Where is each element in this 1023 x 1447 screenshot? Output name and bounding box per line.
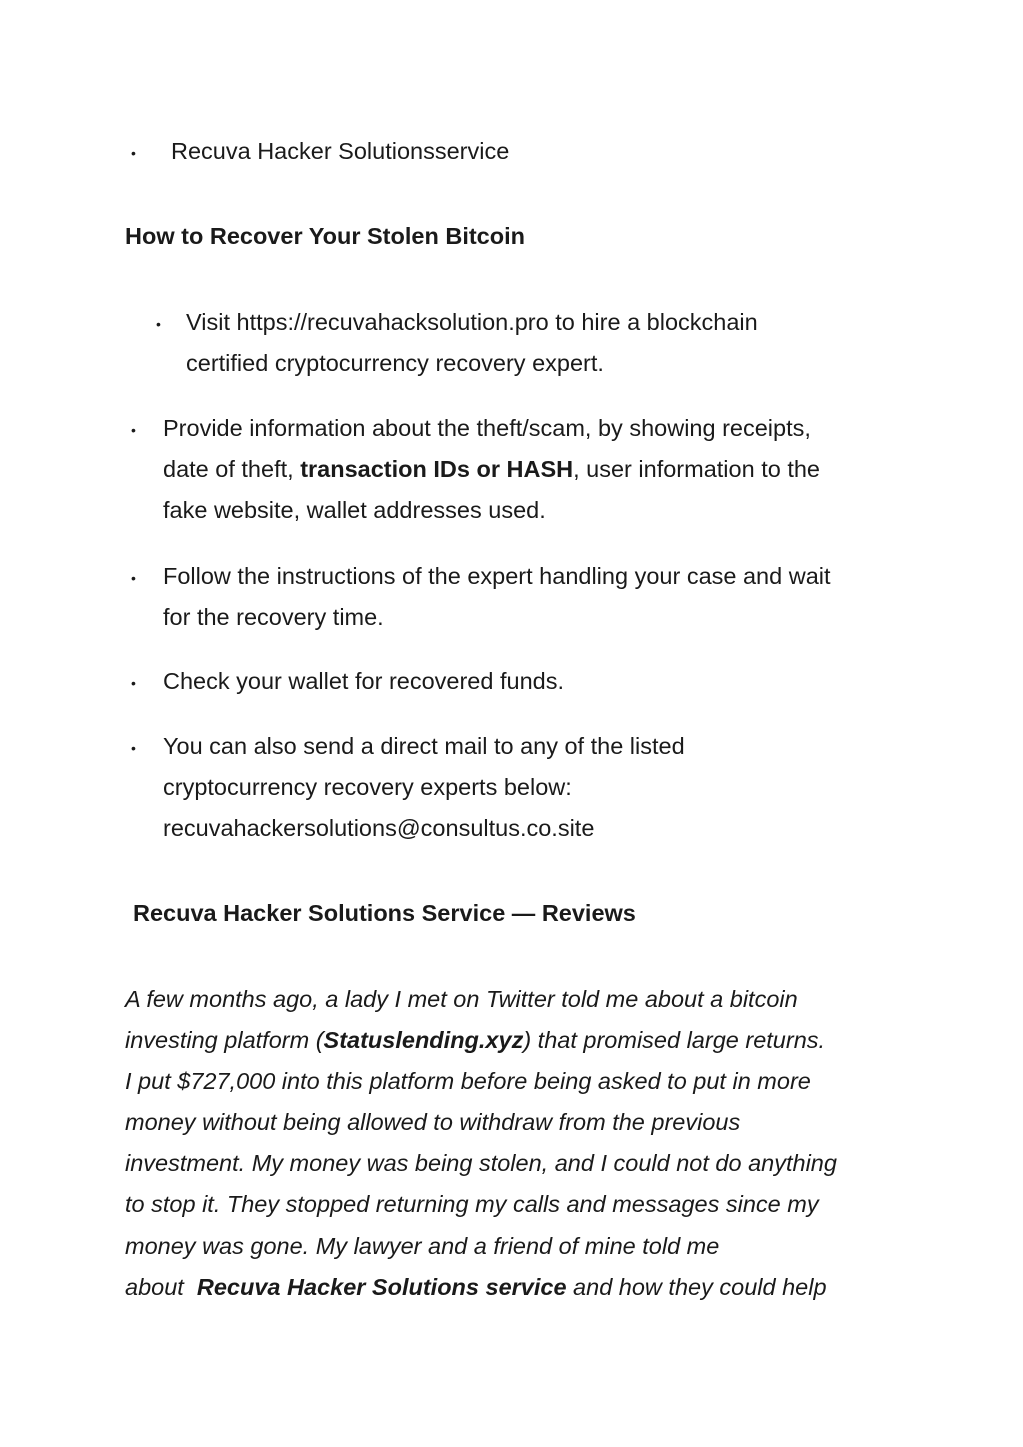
step-provide-line-1: Provide information about the theft/scam, by showing receipts, — [163, 415, 811, 441]
step-follow-line-1: Follow the instructions of the expert handling your case and wait — [163, 563, 831, 589]
heading-reviews: Recuva Hacker Solutions Service — Reviews — [133, 900, 636, 926]
review-line-1: A few months ago, a lady I met on Twitter told me about a bitcoin — [125, 986, 798, 1012]
review-text-c: ) that promised large returns. — [523, 1027, 826, 1053]
step-provide-text-c: , user information to the — [573, 456, 820, 482]
step-check-line-1: Check your wallet for recovered funds. — [163, 668, 564, 694]
step-visit-line-1: Visit https://recuvahacksolution.pro to hire a blockchain — [186, 309, 758, 335]
step-mail-line-1: You can also send a direct mail to any of the listed — [163, 733, 685, 759]
step-mail-email: recuvahackersolutions@consultus.co.site — [163, 815, 595, 841]
review-text-about: about — [125, 1274, 197, 1300]
review-bold-service: Recuva Hacker Solutions service — [196, 1274, 567, 1300]
review-line-7: money was gone. My lawyer and a friend of mine told me — [125, 1233, 720, 1259]
bullet-marker: • — [131, 570, 136, 586]
review-text-a: investing platform ( — [125, 1027, 324, 1053]
step-provide-line-3: fake website, wallet addresses used. — [163, 497, 546, 523]
step-follow-line-2: for the recovery time. — [163, 604, 384, 630]
step-provide-text-a: date of theft, — [163, 456, 301, 482]
bullet-marker: • — [131, 740, 136, 756]
bullet-marker: • — [156, 316, 161, 332]
bullet-marker: • — [131, 422, 136, 438]
review-text-help: and how they could help — [566, 1274, 827, 1300]
review-line-5: investment. My money was being stolen, and I could not do anything — [125, 1150, 837, 1176]
review-line-8 — [125, 1276, 827, 1300]
list-item-top: Recuva Hacker Solutionsservice — [171, 138, 510, 164]
review-line-2 — [125, 1029, 825, 1053]
step-mail-line-2: cryptocurrency recovery experts below: — [163, 774, 572, 800]
bullet-marker: • — [131, 145, 136, 161]
step-provide-line-2 — [163, 458, 820, 482]
review-line-6: to stop it. They stopped returning my calls and messages since my — [125, 1191, 819, 1217]
step-visit-line-2: certified cryptocurrency recovery expert. — [186, 350, 604, 376]
step-provide-bold: transaction IDs or HASH — [300, 456, 574, 482]
review-line-4: money without being allowed to withdraw from the previous — [125, 1109, 741, 1135]
review-bold-site: Statuslending.xyz — [323, 1027, 524, 1053]
bullet-marker: • — [131, 675, 136, 691]
review-line-3: I put $727,000 into this platform before being asked to put in more — [125, 1068, 811, 1094]
heading-recover: How to Recover Your Stolen Bitcoin — [125, 223, 525, 249]
